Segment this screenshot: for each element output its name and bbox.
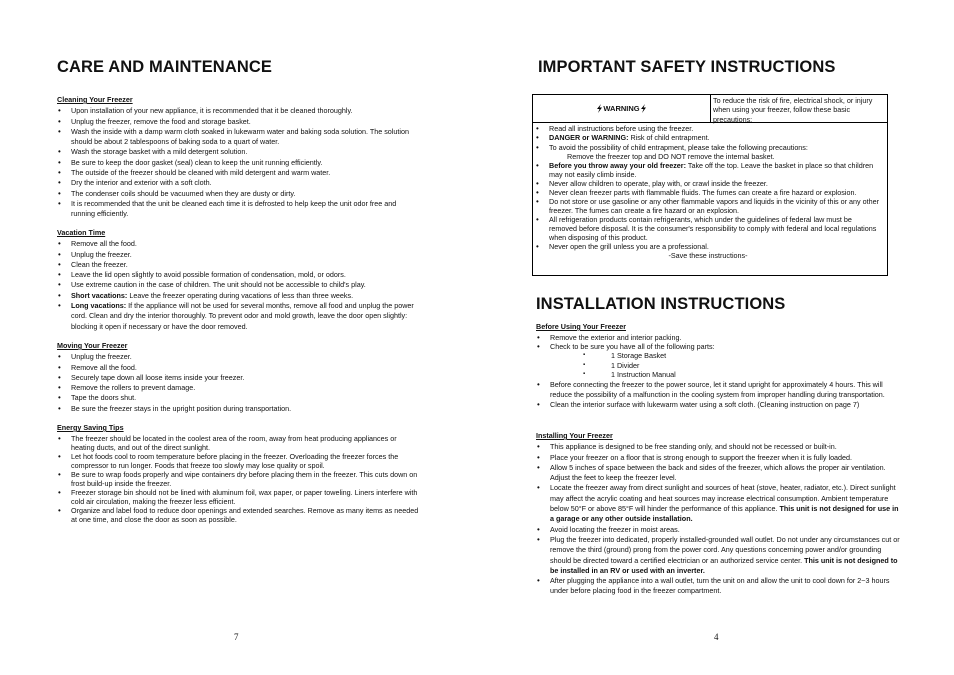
list-item: • Never open the grill unless you are a professional. bbox=[535, 242, 881, 251]
list-item: • Clean the interior surface with lukewarm water using a soft cloth. (Cleaning instruction on page 7) bbox=[536, 400, 900, 410]
long-vacations-label: Long vacations: bbox=[71, 301, 127, 311]
list-item: • Organize and label food to reduce door openings and extended searches. Remove as many items as needed at one time, and close the door as soon as possible. bbox=[57, 506, 422, 524]
list-item: • Do not store or use gasoline or any other flammable vapors and liquids in the vicinity of this or any other freezer. The fumes can create a fire hazard or an explosion. bbox=[535, 197, 881, 215]
parts-list bbox=[550, 351, 900, 380]
energy-heading: Energy Saving Tips bbox=[57, 423, 124, 432]
list-item: • Be sure the freezer stays in the upright position during transportation. bbox=[57, 404, 422, 414]
warning-row bbox=[533, 95, 887, 123]
list-item: • The outside of the freezer should be cleaned with mild detergent and warm water. bbox=[57, 168, 422, 178]
list-item: • Dry the interior and exterior with a soft cloth. bbox=[57, 178, 422, 188]
list-item bbox=[535, 143, 881, 162]
cleaning-heading: Cleaning Your Freezer bbox=[57, 95, 133, 104]
list-item: • Unplug the freezer, remove the food and storage basket. bbox=[57, 117, 422, 127]
warning-text: To reduce the risk of fire, electrical shock, or injury when using your freezer, follow these basic precautions: bbox=[713, 96, 873, 124]
list-item bbox=[535, 133, 881, 142]
page-number-left: 7 bbox=[234, 632, 239, 642]
page-number-right: 4 bbox=[714, 632, 719, 642]
list-item: • Wash the storage basket with a mild detergent solution. bbox=[57, 147, 422, 157]
before-section bbox=[536, 322, 900, 411]
garage-warning: This unit is not designed for use in a garage or any other outside installation. bbox=[550, 504, 899, 524]
list-item: • Unplug the freezer. bbox=[57, 352, 422, 362]
safety-box bbox=[532, 94, 888, 276]
list-item: • The condenser coils should be vacuumed when they are dusty or dirty. bbox=[57, 189, 422, 199]
list-item: • Place your freezer on a floor that is strong enough to support the freezer when it is fully loaded. bbox=[536, 453, 900, 463]
list-item: • Clean the freezer. bbox=[57, 260, 422, 270]
list-item: • Let hot foods cool to room temperature before placing in the freezer. Overloading the freezer forces the compressor to run longer. Foods that freeze too slowly may lose quality or spoil. bbox=[57, 452, 422, 470]
before-list bbox=[536, 333, 900, 410]
list-item: • Unplug the freezer. bbox=[57, 250, 422, 260]
vacation-heading: Vacation Time bbox=[57, 228, 106, 237]
moving-section bbox=[57, 341, 422, 414]
danger-label: DANGER or WARNING: bbox=[549, 133, 629, 143]
short-vacations-text: Leave the freezer operating during vacations of less than three weeks. bbox=[127, 290, 354, 300]
list-item: • All refrigeration products contain refrigerants, which under the guidelines of federal law must be removed before disposal. It is the consumer's responsibility to comply with federal and local regulations when disposing of this product. bbox=[535, 215, 881, 242]
list-item: • Remove the rollers to prevent damage. bbox=[57, 383, 422, 393]
list-item: • Read all instructions before using the freezer. bbox=[535, 124, 881, 133]
list-item bbox=[536, 483, 900, 524]
list-item: • Use extreme caution in the case of children. The unit should not be accessible to child's play. bbox=[57, 280, 422, 290]
list-item bbox=[57, 301, 422, 332]
old-freezer-label: Before you throw away your old freezer: bbox=[549, 161, 686, 171]
list-item: • Allow 5 inches of space between the back and sides of the freezer, which allows the proper air ventilation. Adjust the feet to keep the freezer level. bbox=[536, 463, 900, 484]
list-item: • The freezer should be located in the coolest area of the room, away from heat producing appliances or heating ducts, and out of the direct sunlight. bbox=[57, 434, 422, 452]
cleaning-list bbox=[57, 106, 422, 219]
list-item: • Upon installation of your new appliance, it is recommended that it be cleaned thoroughly. bbox=[57, 106, 422, 116]
list-item: • It is recommended that the unit be cleaned each time it is defrosted to help keep the unit odor free and running efficiently. bbox=[57, 199, 422, 220]
part-item: ▪ 1 Divider bbox=[550, 361, 900, 371]
list-item: • Avoid locating the freezer in moist areas. bbox=[536, 525, 900, 535]
installing-list bbox=[536, 442, 900, 596]
moving-list bbox=[57, 352, 422, 414]
list-item: • Securely tape down all loose items inside your freezer. bbox=[57, 373, 422, 383]
lightning-icon bbox=[640, 104, 647, 113]
entrapment-text: To avoid the possibility of child entrapment, please take the following precautions: bbox=[549, 142, 808, 152]
warning-cell bbox=[533, 95, 711, 122]
part-item: ▪ 1 Storage Basket bbox=[550, 351, 900, 361]
part-item: ▪ 1 Instruction Manual bbox=[550, 370, 900, 380]
outlet-text: Plug the freezer into dedicated, properly installed-grounded wall outlet. Do not under any circumstances cut or remove the third (ground) prong from the power cord. Any questions concerning power and/or grounding should be directed toward a certified electrician or an authorized service center. bbox=[550, 534, 900, 565]
installing-heading: Installing Your Freezer bbox=[536, 431, 613, 440]
old-freezer-text: Take off the top. Leave the basket in place so that children may not easily climb inside. bbox=[549, 161, 874, 180]
safety-title: IMPORTANT SAFETY INSTRUCTIONS bbox=[538, 58, 836, 76]
energy-section bbox=[57, 423, 422, 524]
moving-heading: Moving Your Freezer bbox=[57, 341, 128, 350]
energy-list bbox=[57, 434, 422, 524]
location-text: Locate the freezer away from direct sunlight and sources of heat (stove, heater, radiator, etc.). Direct sunlight may affect the acrylic coating and heat sources may increase electrical consumption. Ambient temperature below 50°F or above 85°F will hinder the performance of this appliance. bbox=[550, 483, 896, 514]
safety-list bbox=[535, 124, 881, 260]
list-item bbox=[57, 291, 422, 301]
list-item: • Be sure to wrap foods properly and wipe containers dry before placing them in the freezer. This cuts down on frost build-up inside the freezer. bbox=[57, 470, 422, 488]
before-heading: Before Using Your Freezer bbox=[536, 322, 627, 331]
lightning-icon bbox=[596, 104, 603, 113]
list-item: • Wash the inside with a damp warm cloth soaked in lukewarm water and baking soda solution. The solution should be about 2 tablespoons of baking soda to a quart of water. bbox=[57, 127, 422, 148]
list-item: • This appliance is designed to be free standing only, and should not be recessed or built-in. bbox=[536, 442, 900, 452]
list-item bbox=[535, 161, 881, 179]
list-item: • Before connecting the freezer to the power source, let it stand upright for approximately 4 hours. This will reduce the possibility of a malfunction in the cooling system from improper handling during transportation. bbox=[536, 380, 900, 401]
list-item bbox=[536, 535, 900, 576]
list-item: • Tape the doors shut. bbox=[57, 393, 422, 403]
list-item: • Remove all the food. bbox=[57, 363, 422, 373]
list-item: • Never allow children to operate, play with, or crawl inside the freezer. bbox=[535, 179, 881, 188]
short-vacations-label: Short vacations: bbox=[71, 290, 128, 300]
warning-label: WARNING bbox=[603, 104, 640, 113]
list-item: • Remove the exterior and interior packing. bbox=[536, 333, 900, 342]
list-item: • Leave the lid open slightly to avoid possible formation of condensation, mold, or odors. bbox=[57, 270, 422, 280]
list-item: • Freezer storage bin should not be lined with aluminum foil, wax paper, or paper toweling. Liners interfere with cold air circulation, making the freezer less efficient. bbox=[57, 488, 422, 506]
save-instructions: -Save these instructions- bbox=[668, 251, 748, 261]
installation-title: INSTALLATION INSTRUCTIONS bbox=[536, 295, 786, 313]
entrapment-sub: Remove the freezer top and DO NOT remove the internal basket. bbox=[567, 151, 775, 161]
list-item: • After plugging the appliance into a wall outlet, turn the unit on and allow the unit to cool down for 2~3 hours under before placing food in the freezer compartment. bbox=[536, 576, 900, 597]
cleaning-section bbox=[57, 95, 422, 220]
care-maintenance-title: CARE AND MAINTENANCE bbox=[57, 58, 272, 76]
danger-text: Risk of child entrapment. bbox=[628, 133, 710, 143]
installing-section bbox=[536, 431, 900, 597]
parts-intro: Check to be sure you have all of the following parts: bbox=[550, 342, 715, 352]
list-item: • Be sure to keep the door gasket (seal) clean to keep the unit running efficiently. bbox=[57, 158, 422, 168]
long-vacations-text: If the appliance will not be used for several months, remove all food and unplug the power cord. Clean and dry the interior thoroughly. To prevent odor and mold growth, leave the door open slightly: blocking it open if necessary or have the door removed. bbox=[71, 301, 414, 331]
list-item bbox=[536, 342, 900, 380]
vacation-list bbox=[57, 239, 422, 332]
list-item: • Remove all the food. bbox=[57, 239, 422, 249]
rv-warning: This unit is not designed to be installed in an RV or used with an inverter. bbox=[550, 555, 898, 575]
list-item: • Never clean freezer parts with flammable fluids. The fumes can create a fire hazard or explosion. bbox=[535, 188, 881, 197]
vacation-section bbox=[57, 228, 422, 332]
